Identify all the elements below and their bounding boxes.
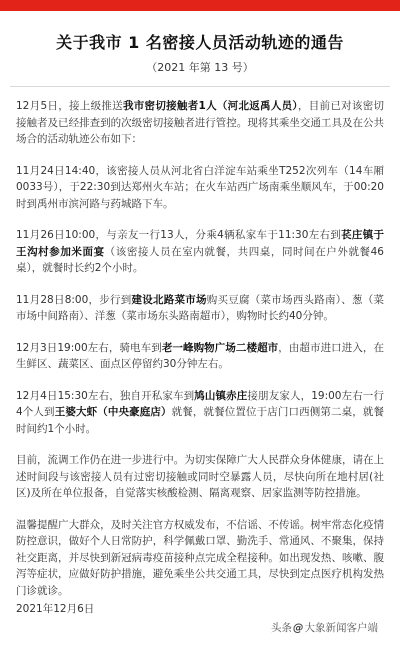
source-watermark: 头条 @ 大象新闻客户端 <box>271 621 378 634</box>
header-divider <box>10 86 390 87</box>
location-highlight: 老一峰购物广场二楼超市 <box>161 341 279 354</box>
location-highlight: 苌庄镇于王沟村参加米面宴 <box>16 229 385 258</box>
reporting-paragraph: 目前，流调工作仍在进一步进行中。为切实保障广大人民群众身体健康，请在上述时间段与该密接人员有过密切接触或同时空暴露人员，尽快向所在地村居(社区)及所在单位报备，自觉落实核酸检测、隔离观察、居家监测等防控措施。 <box>16 454 384 499</box>
top-accent-bar <box>0 0 400 11</box>
contact-highlight: 我市密切接触者1人（河北返禹人员） <box>122 100 298 112</box>
at-icon: @ <box>293 621 304 634</box>
track-dec3: 12月3日19:00左右，骑电车到老一峰购物广场二楼超市，由超市进口进入，在生鲜区、蔬菜区、面点区停留约30分钟左右。 <box>16 341 385 370</box>
location-highlight: 王婆大虾（中央豪庭店） <box>54 406 172 418</box>
track-nov28: 11月28日8:00，步行到建设北路菜市场购买豆腐（菜市场西头路南）、葱（菜市场中间路南）、洋葱（菜市场东头路南超市），购物时长约40分钟。 <box>16 293 385 322</box>
location-highlight: 鸠山镇赤庄 <box>194 389 248 402</box>
notice-number: （2021 年第 13 号） <box>146 61 254 74</box>
notice-title: 关于我市 1 名密接人员活动轨迹的通告 <box>56 33 344 52</box>
issue-date: 2021年12月6日 <box>16 603 95 615</box>
track-dec4: 12月4日15:30左右，独自开私家车到鸠山镇赤庄接朋友家人，19:00左右一行4个人到王婆大虾（中央豪庭店）就餐，就餐位置位于店门口西侧第二桌，就餐时间约1个小时。 <box>16 389 385 435</box>
location-highlight: 建设北路菜市场 <box>131 293 207 306</box>
reminder-paragraph: 温馨提醒广大群众，及时关注官方权威发布，不信谣、不传谣。树牢常态化疫情防控意识，做好个人日常防护，科学佩戴口罩、勤洗手、常通风、不聚集，保持社交距离，并尽快到新冠病毒疫苗接种点完成全程接种。如出现发热、咳嗽、腹泻等症状，应做好防护措施，避免乘坐公共交通工具，尽快到定点医疗机构发热门诊就诊。 <box>16 518 384 597</box>
intro-paragraph: 12月5日，接上级推送我市密切接触者1人（河北返禹人员），目前已对该密切接触者及已经排查到的次级密切接触者进行管控。现将其乘坐交通工具及在公共场合的活动轨迹公布如下： <box>16 100 385 145</box>
track-nov24: 11月24日14:40，该密接人员从河北省白洋淀车站乘坐T252次列车（14车厢0033号），于22:30到达郑州火车站；在火车站西广场南乘坐顺风车，于00:20时到禹州市滨河路与药城路下车。 <box>16 164 384 210</box>
notice-body <box>16 98 384 614</box>
track-nov26: 11月26日10:00，与亲友一行13人，分乘4辆私家车于11:30左右到苌庄镇于王沟村参加米面宴（该密接人员在室内就餐，共四桌，同时间在户外就餐46桌），就餐时长约2个小时。 <box>16 229 385 274</box>
